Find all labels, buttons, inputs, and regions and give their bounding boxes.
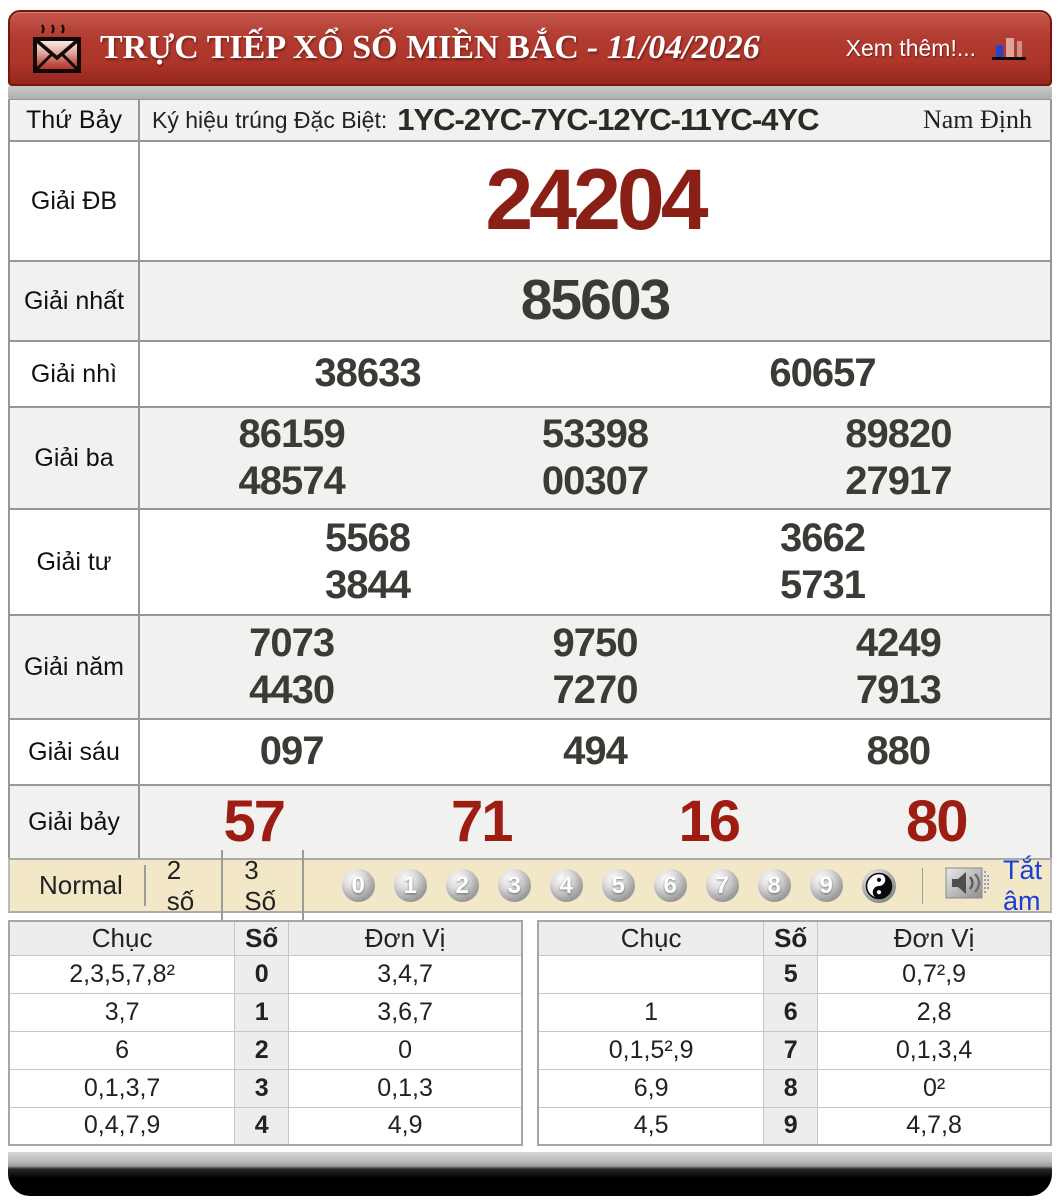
special-code-label: Ký hiệu trúng Đặc Biệt:: [152, 106, 388, 133]
chuc-cell: 0,1,5²,9: [538, 1031, 764, 1069]
column-header-chuc: Chục: [9, 921, 235, 955]
chuc-cell: 1: [538, 993, 764, 1031]
envelope-icon: [32, 21, 82, 75]
page-title-text: TRỰC TIẾP XỔ SỐ MIỀN BẮC: [100, 29, 579, 66]
mode-2so-button[interactable]: 2 số: [146, 850, 223, 922]
so-cell: 1: [235, 993, 289, 1031]
digit-8-button[interactable]: 8: [758, 869, 791, 902]
column-header-chuc: Chục: [538, 921, 764, 955]
so-cell: 5: [764, 955, 818, 993]
prize-number: 3844: [325, 563, 410, 607]
bar-chart-icon[interactable]: [990, 30, 1028, 67]
so-cell: 8: [764, 1069, 818, 1107]
prize-row-seventh: [10, 786, 1050, 858]
chuc-cell: 0,1,3,7: [9, 1069, 235, 1107]
prize-number: 494: [563, 729, 627, 774]
prize-number: 5731: [780, 563, 865, 607]
column-header-so: Số: [235, 921, 289, 955]
prize-label-fifth: Giải năm: [10, 616, 140, 718]
chuc-cell: 6: [9, 1031, 235, 1069]
draw-date: - 11/04/2026: [586, 29, 760, 66]
weekday-label: Thứ Bảy: [10, 100, 140, 140]
prize-label-third: Giải ba: [10, 408, 140, 508]
donvi-cell: 0,1,3,4: [818, 1031, 1051, 1069]
prize-number: 89820: [845, 411, 952, 456]
so-cell: 6: [764, 993, 818, 1031]
chuc-cell: 4,5: [538, 1107, 764, 1145]
donvi-cell: 3,4,7: [289, 955, 522, 993]
so-cell: 7: [764, 1031, 818, 1069]
statistics-section: [8, 920, 1052, 1146]
prize-number: 880: [866, 729, 931, 774]
donvi-cell: 4,7,8: [818, 1107, 1051, 1145]
prize-row-third: [10, 408, 1050, 510]
prize-row-first: [10, 262, 1050, 342]
column-header-donvi: Đơn Vị: [289, 921, 522, 955]
prize-number: 86159: [238, 411, 345, 456]
column-header-donvi: Đơn Vị: [818, 921, 1051, 955]
prize-number: 48574: [238, 459, 345, 503]
so-cell: 9: [764, 1107, 818, 1145]
prize-number: 7913: [855, 668, 941, 712]
prize-number: 097: [259, 729, 324, 774]
speaker-icon: [945, 867, 991, 904]
donvi-cell: 2,8: [818, 993, 1051, 1031]
prize-row-second: [10, 342, 1050, 408]
prize-number: 00307: [541, 459, 649, 503]
prize-number: 16: [678, 788, 739, 854]
prize-row-special: [10, 142, 1050, 262]
header-divider: [8, 86, 1052, 99]
prize-number: 57: [223, 788, 284, 854]
table-row: [538, 1069, 1051, 1107]
digit-2-button[interactable]: 2: [446, 869, 479, 902]
prize-number: 7073: [249, 620, 335, 665]
table-row: [538, 955, 1051, 993]
prize-number: 38633: [314, 351, 421, 396]
stats-table-left: [8, 920, 523, 1146]
digit-0-button[interactable]: 0: [342, 869, 375, 902]
digit-buttons: [342, 869, 896, 903]
prize-label-seventh: Giải bảy: [10, 786, 140, 858]
prize-number: 85603: [520, 268, 670, 333]
so-cell: 2: [235, 1031, 289, 1069]
prize-number: 53398: [541, 411, 649, 456]
prize-number: 27917: [845, 459, 952, 503]
digit-1-button[interactable]: 1: [394, 869, 427, 902]
prize-number: 7270: [552, 668, 638, 712]
special-code-value: 1YC-2YC-7YC-12YC-11YC-4YC: [397, 102, 819, 137]
stats-table-right: [537, 920, 1052, 1146]
prize-row-fifth: [10, 616, 1050, 720]
province-name: Nam Định: [922, 105, 1032, 134]
prize-number: 24204: [485, 152, 705, 249]
toolbar: [8, 854, 1052, 916]
digit-3-button[interactable]: 3: [498, 869, 531, 902]
prize-number: 71: [450, 788, 512, 854]
widget-base-shadow: [8, 1152, 1052, 1196]
see-more-link[interactable]: Xem thêm!...: [845, 34, 976, 61]
mute-button[interactable]: [945, 855, 1042, 917]
prize-number: 3662: [780, 515, 865, 560]
prize-label-first: Giải nhất: [10, 262, 140, 340]
prize-row-fourth: [10, 510, 1050, 616]
table-row: [9, 1069, 522, 1107]
info-row: [10, 100, 1050, 142]
so-cell: 0: [235, 955, 289, 993]
prize-number: 4430: [249, 668, 335, 712]
lottery-widget: [8, 10, 1052, 1196]
page-title: [100, 29, 760, 67]
mode-3so-button[interactable]: 3 Số: [223, 850, 303, 922]
donvi-cell: 0: [289, 1031, 522, 1069]
prize-label-sixth: Giải sáu: [10, 720, 140, 784]
chuc-cell: 2,3,5,7,8²: [9, 955, 235, 993]
donvi-cell: 0,1,3: [289, 1069, 522, 1107]
donvi-cell: 0²: [818, 1069, 1051, 1107]
so-cell: 3: [235, 1069, 289, 1107]
column-header-so: Số: [764, 921, 818, 955]
chuc-cell: [538, 955, 764, 993]
prize-number: 60657: [769, 351, 876, 396]
so-cell: 4: [235, 1107, 289, 1145]
mode-normal-button[interactable]: Normal: [18, 865, 146, 906]
digit-7-button[interactable]: 7: [706, 869, 739, 902]
toolbar-divider: [922, 868, 923, 904]
chuc-cell: 0,4,7,9: [9, 1107, 235, 1145]
mute-label: Tắt âm: [1002, 854, 1042, 916]
donvi-cell: 4,9: [289, 1107, 522, 1145]
chuc-cell: 3,7: [9, 993, 235, 1031]
header-bar: [8, 10, 1052, 86]
digit-9-button[interactable]: 9: [810, 869, 843, 902]
prize-label-second: Giải nhì: [10, 342, 140, 406]
digit-5-button[interactable]: 5: [602, 869, 635, 902]
prize-row-sixth: [10, 720, 1050, 786]
table-row: [9, 993, 522, 1031]
chuc-cell: 6,9: [538, 1069, 764, 1107]
table-row: [9, 1107, 522, 1145]
prize-label-fourth: Giải tư: [10, 510, 140, 614]
prize-number: 5568: [325, 515, 410, 560]
table-row: [538, 1107, 1051, 1145]
donvi-cell: 3,6,7: [289, 993, 522, 1031]
yin-yang-icon[interactable]: [862, 869, 896, 903]
table-row: [538, 1031, 1051, 1069]
prize-label-special: Giải ĐB: [10, 142, 140, 260]
digit-4-button[interactable]: 4: [550, 869, 583, 902]
prize-number: 80: [905, 788, 967, 854]
prize-number: 4249: [855, 620, 941, 665]
results-board: [8, 99, 1052, 858]
table-row: [9, 955, 522, 993]
donvi-cell: 0,7²,9: [818, 955, 1051, 993]
table-row: [538, 993, 1051, 1031]
prize-number: 9750: [552, 620, 638, 665]
table-row: [9, 1031, 522, 1069]
digit-6-button[interactable]: 6: [654, 869, 687, 902]
